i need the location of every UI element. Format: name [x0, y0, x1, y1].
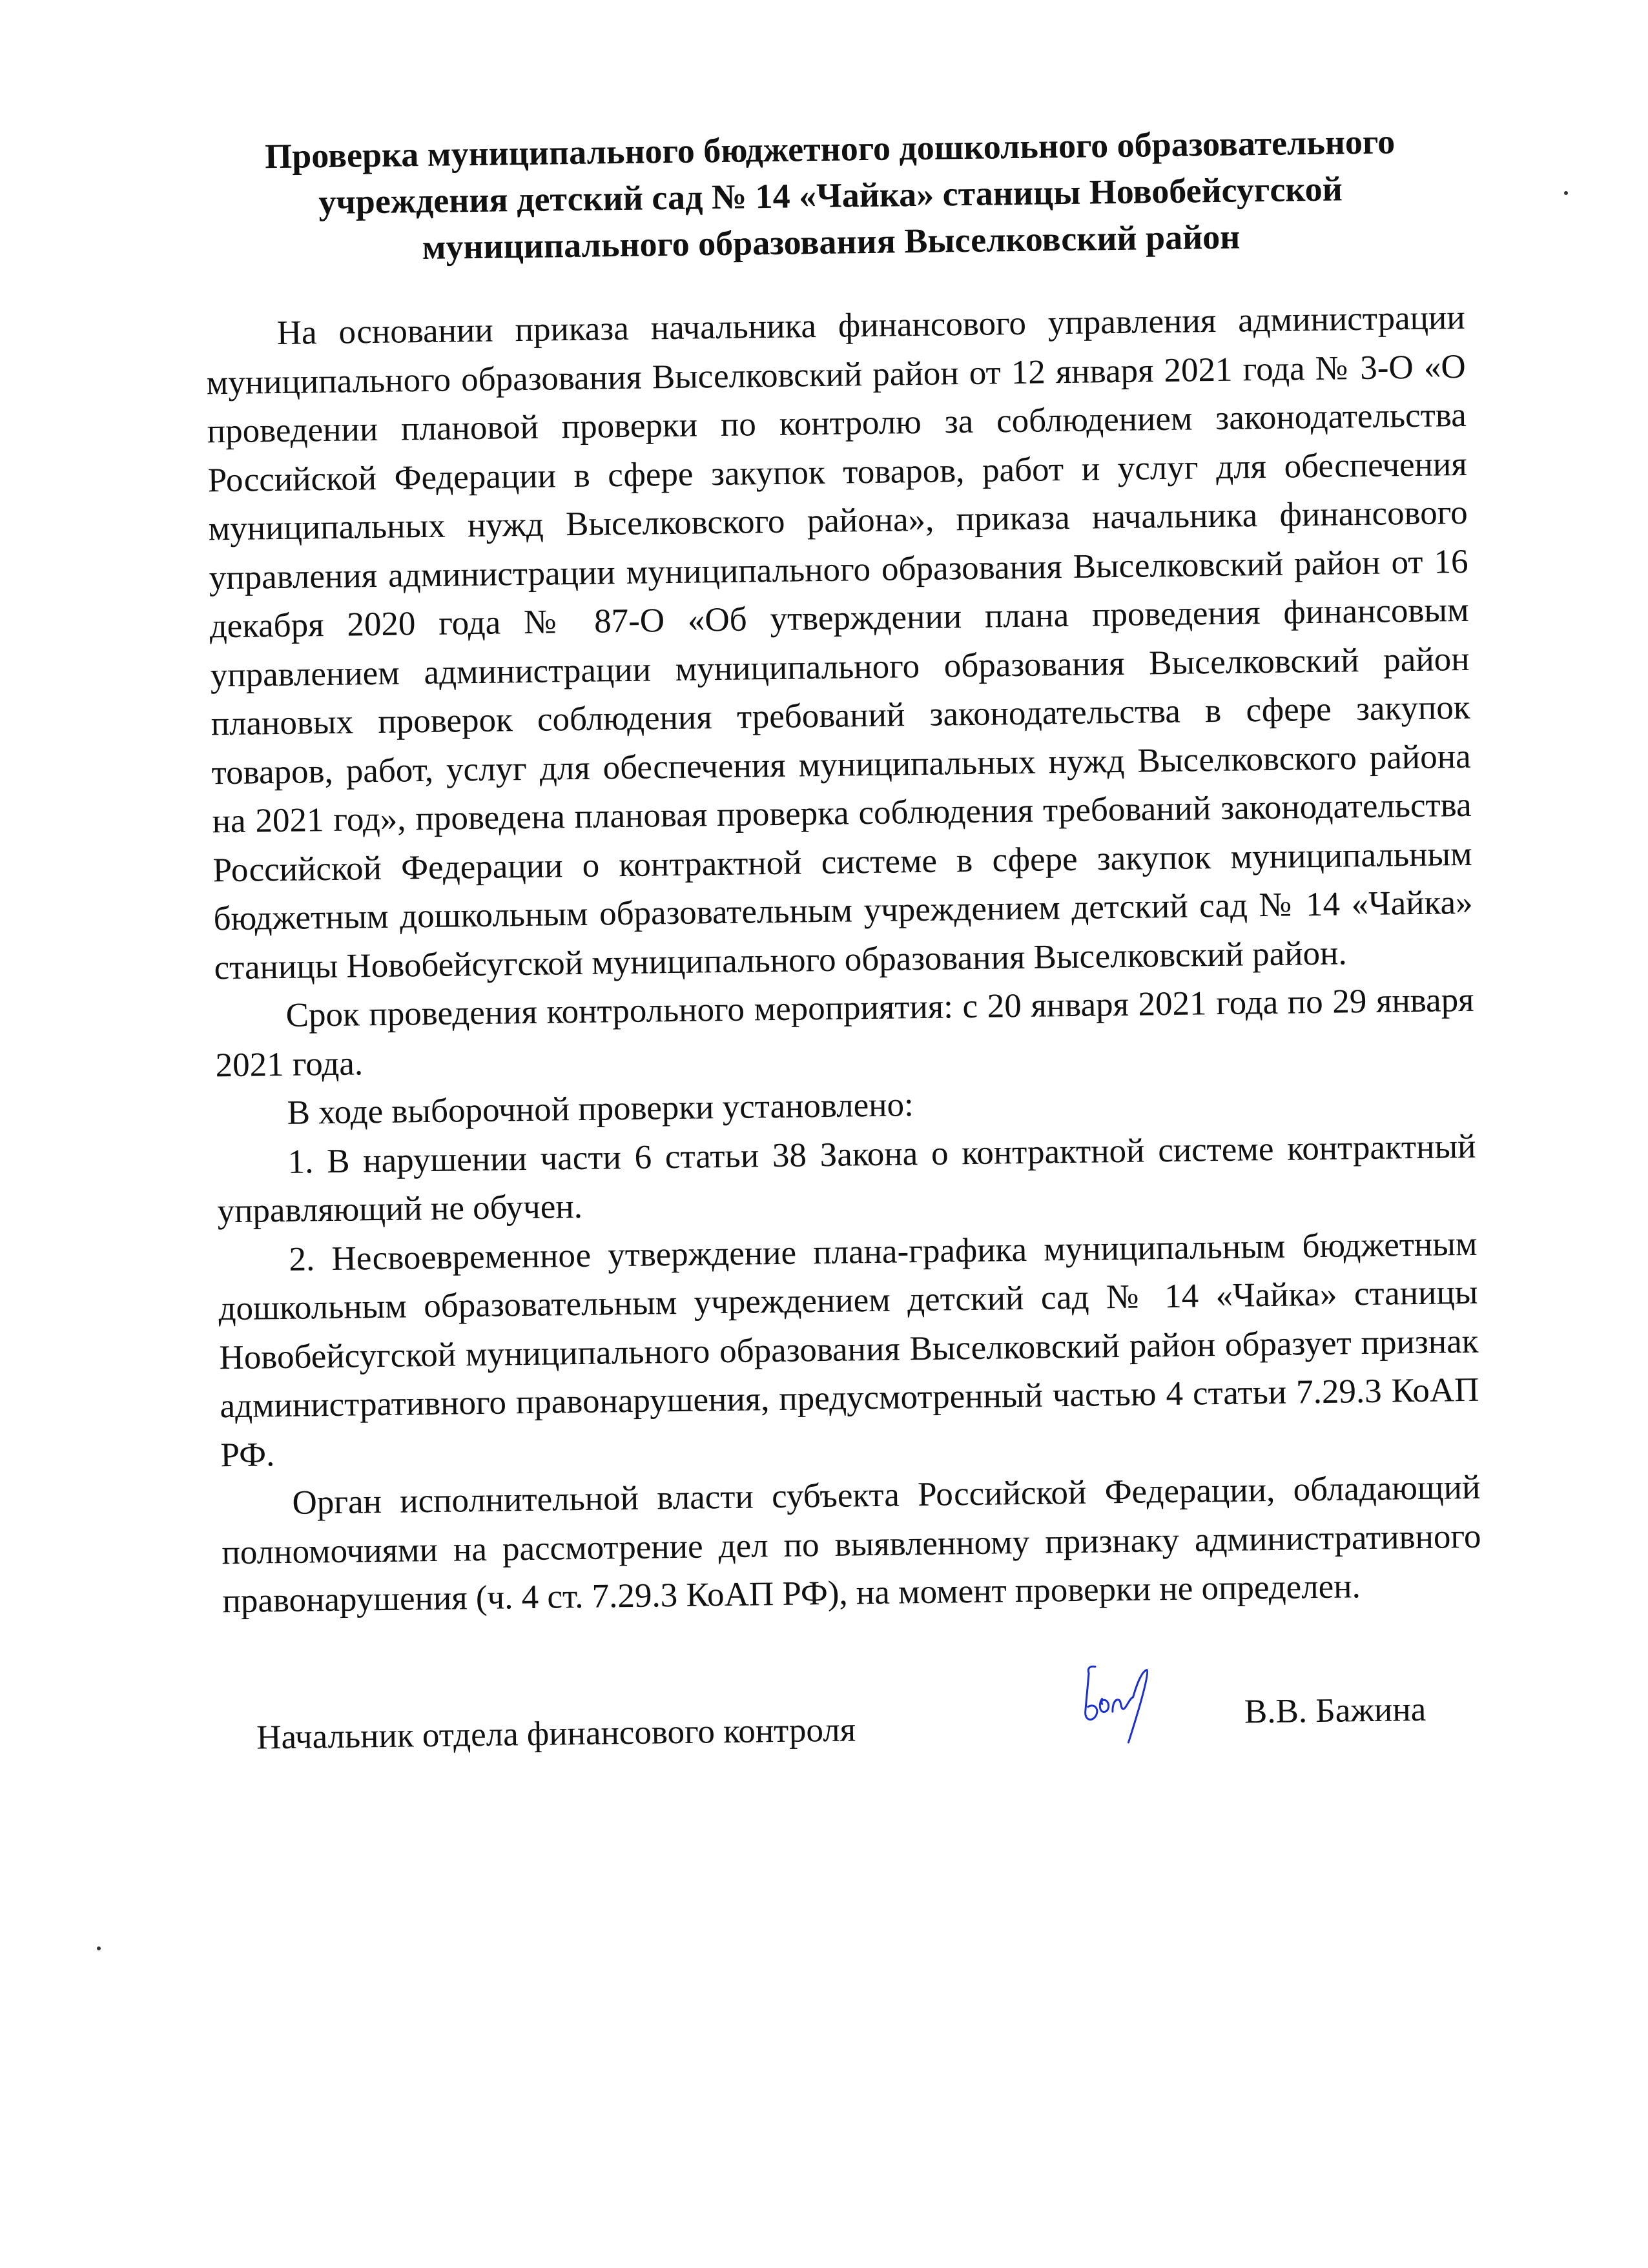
handwritten-signature: [1069, 1658, 1187, 1750]
scan-speck: [1564, 191, 1568, 195]
paragraph-basis: На основании приказа начальника финансового управления администрации муниципального образования Выселковский район от 12 января 2021 года № 3-О «О проведении плановой проверки по контролю за соблюдением законодательства Российской Федерации в сфере закупок товаров, работ и услуг для обеспечения муниципальных нужд Выселковского района», приказа начальника финансового управления администрации муниципального образования Выселковский район от 16 декабря 2020 года № 87-О «Об утверждении плана проведения финансовым управлением администрации муниципального образования Выселковский район плановых проверок соблюдения требований законодательства в сфере закупок товаров, работ, услуг для обеспечения муниципальных нужд Выселковского района на 2021 год», проведена плановая проверка соблюдения требований законодательства Российской Федерации о контрактной системе в сфере закупок муниципальным бюджетным дошкольным образовательным учреждением детский сад № 14 «Чайка» станицы Новобейсугской муниципального образования Выселковский район.: [206, 298, 1473, 986]
paragraph-finding-1: 1. В нарушении части 6 статьи 38 Закона о контрактной системе контрактный управляющий не обучен.: [217, 1127, 1476, 1231]
document-body: [205, 294, 1482, 1626]
scan-speck: [97, 1946, 101, 1950]
signature-block: [256, 1667, 1484, 1773]
paragraph-period: Срок проведения контрольного мероприятия: с 20 января 2021 года по 29 января 2021 года.: [215, 981, 1474, 1084]
document-title: Проверка муниципального бюджетного дошкольного образовательного учреждения детский сад № 14 «Чайка» станицы Новобейсугской муниципального образования Выселковский район: [264, 122, 1396, 267]
paragraph-findings-intro: В ходе выборочной проверки установлено:: [287, 1086, 914, 1132]
paragraph-authority: Орган исполнительной власти субъекта Российской Федерации, обладающий полномочиями на рассмотрение дел по выявленному признаку административного правонарушения (ч. 4 ст. 7.29.3 КоАП РФ), на момент проверки не определен.: [221, 1468, 1481, 1620]
paragraph-finding-2: 2. Несвоевременное утверждение плана-графика муниципальным бюджетным дошкольным образовательным учреждением детский сад № 14 «Чайка» станицы Новобейсугской муниципального образования Выселковский район образует признак административного правонарушения, предусмотренный частью 4 статьи 7.29.3 КоАП РФ.: [218, 1225, 1479, 1474]
signatory-name: В.В. Бажина: [1244, 1690, 1427, 1731]
signatory-role: Начальник отдела финансового контроля: [256, 1711, 856, 1757]
